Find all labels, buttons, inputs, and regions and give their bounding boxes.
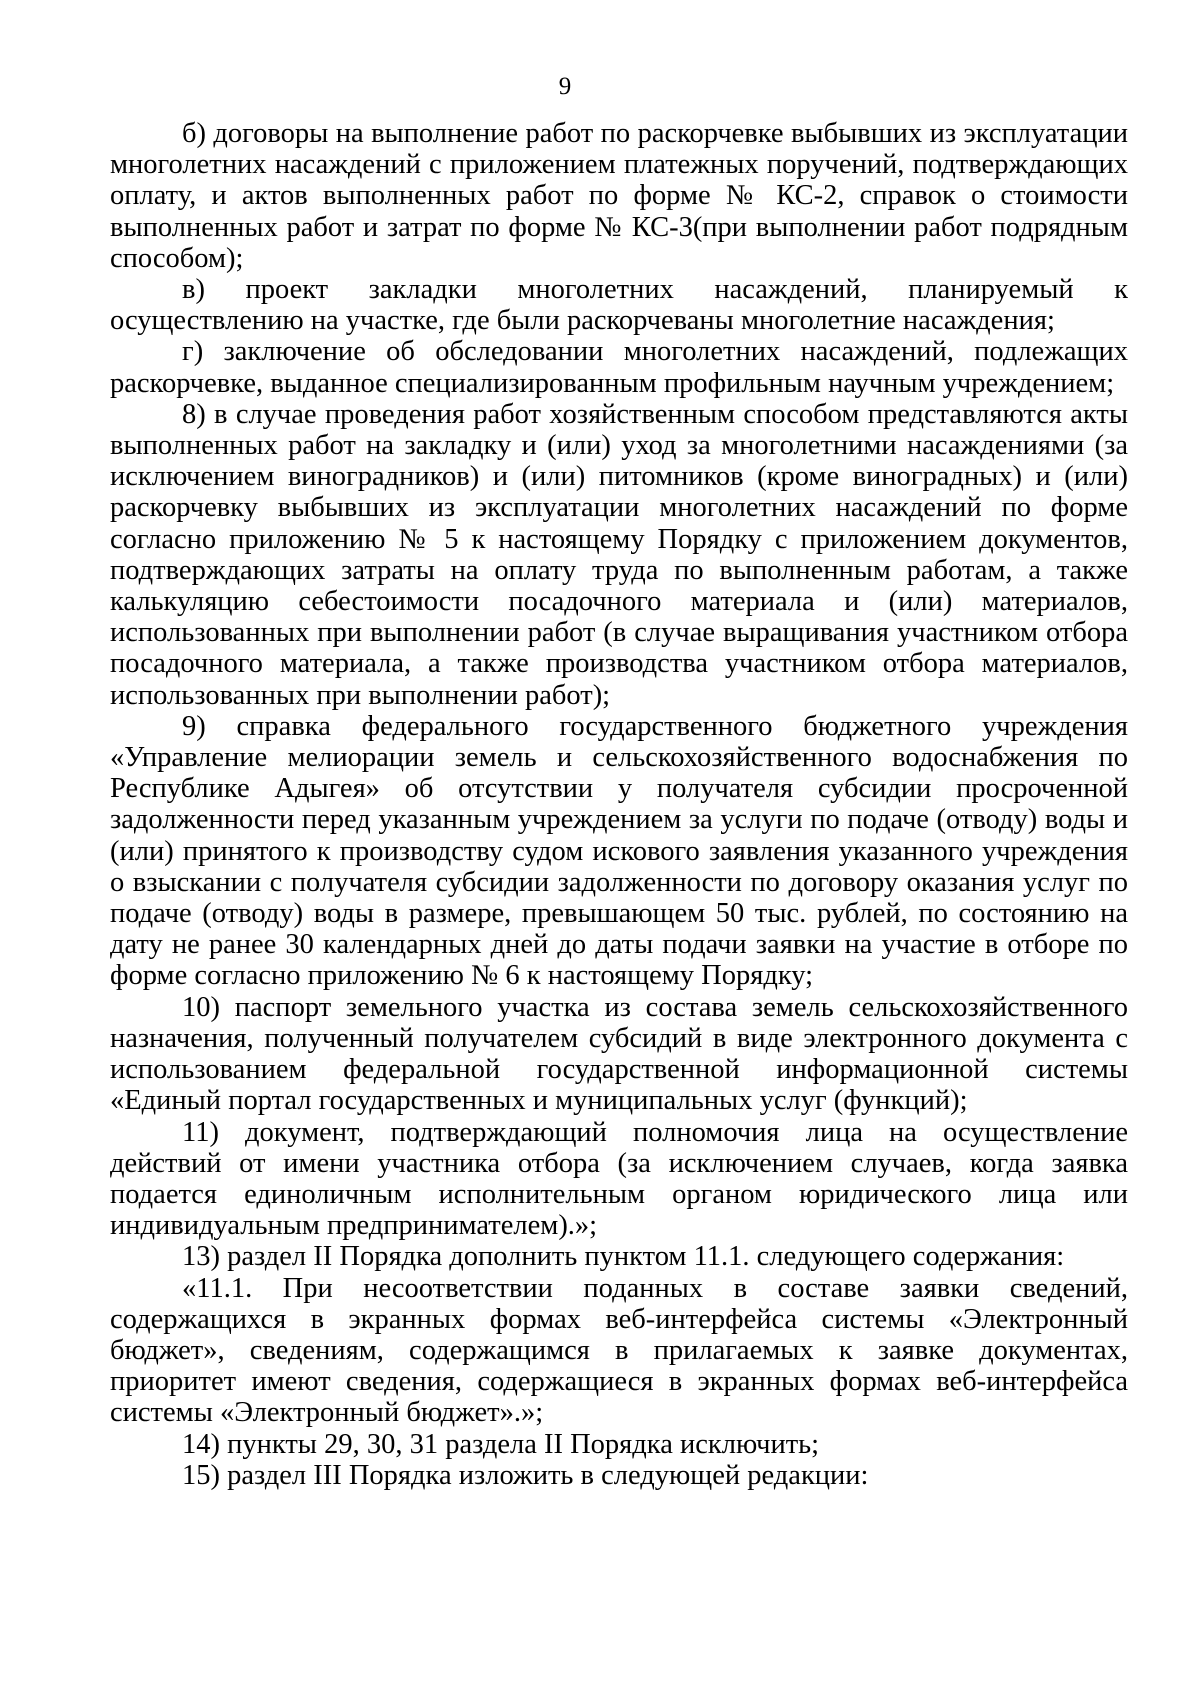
document-body [110,118,1128,1491]
paragraph-g-inspection-report: г) заключение об обследовании многолетних насаждений, подлежащих раскорчевке, выданное специализированным профильным научным учреждением; [110,336,1128,399]
paragraph-11-authority-document: 11) документ, подтверждающий полномочия лица на осуществление действий от имени участника отбора (за исключением случаев, когда заявка подается единоличным исполнительным органом юридического лица или индивидуальным предпринимателем).»; [110,1116,1128,1242]
paragraph-11-1-content: «11.1. При несоответствии поданных в составе заявки сведений, содержащихся в экранных формах веб-интерфейса системы «Электронный бюджет», сведениям, содержащимся в прилагаемых к заявке документах, приоритет имеют сведения, содержащиеся в экранных формах веб-интерфейса системы «Электронный бюджет».»; [110,1272,1128,1429]
paragraph-15-section-three: 15) раздел III Порядка изложить в следующей редакции: [182,1459,869,1491]
paragraph-b-contracts: б) договоры на выполнение работ по раскорчевке выбывших из эксплуатации многолетних насаждений с приложением платежных поручений, подтверждающих оплату, и актов выполненных работ по форме № КС-2, справок о стоимости выполненных работ и затрат по форме № КС-3(при выполнении работ подрядным способом); [110,118,1128,274]
paragraph-13-section-addition: 13) раздел II Порядка дополнить пунктом 11.1. следующего содержания: [182,1241,1065,1273]
paragraph-v-planting-project: в) проект закладки многолетних насаждений, планируемый к осуществлению на участке, где были раскорчеваны многолетние насаждения; [110,274,1128,337]
paragraph-14-exclusion: 14) пункты 29, 30, 31 раздела II Порядка исключить; [182,1428,820,1460]
paragraph-10-land-passport: 10) паспорт земельного участка из состава земель сельскохозяйственного назначения, полученный получателем субсидий в виде электронного документа с использованием федеральной государственной информационной системы «Единый портал государственных и муниципальных услуг (функций); [110,991,1128,1117]
paragraph-9-certificate: 9) справка федерального государственного бюджетного учреждения «Управление мелиорации земель и сельскохозяйственного водоснабжения по Республике Адыгея» об отсутствии у получателя субсидии просроченной задолженности перед указанным учреждением за услуги по подаче (отводу) воды и (или) принятого к производству судом искового заявления указанного учреждения о взыскании с получателя субсидии задолженности по договору оказания услуг по подаче (отводу) воды в размере, превышающем 50 тыс. рублей, по состоянию на дату не ранее 30 календарных дней до даты подачи заявки на участие в отборе по форме согласно приложению № 6 к настоящему Порядку; [110,710,1128,992]
page-number: 9 [558,73,572,100]
paragraph-8-work-acts: 8) в случае проведения работ хозяйственным способом представляются акты выполненных работ на закладку и (или) уход за многолетними насаждениями (за исключением виноградников) и (или) питомников (кроме виноградных) и (или) раскорчевку выбывших из эксплуатации многолетних насаждений по форме согласно приложению № 5 к настоящему Порядку с приложением документов, подтверждающих затраты на оплату труда по выполненным работам, а также калькуляцию себестоимости посадочного материала и (или) материалов, использованных при выполнении работ (в случае выращивания участником отбора посадочного материала, а также производства участником отбора материалов, использованных при выполнении работ); [110,398,1128,711]
